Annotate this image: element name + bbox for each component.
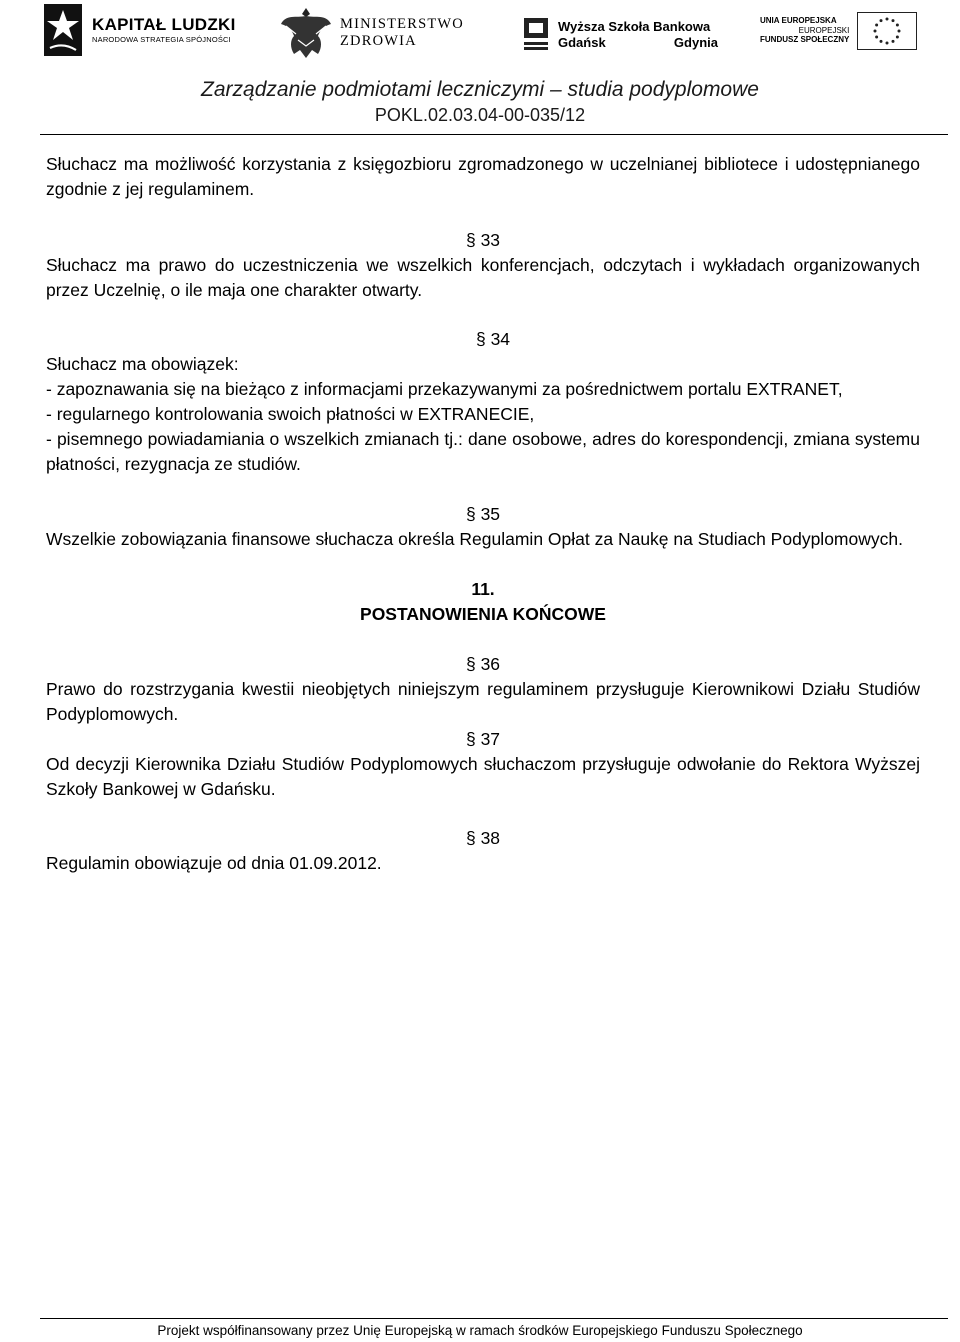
section-33-heading — [46, 228, 920, 253]
eu-star-icon — [875, 24, 878, 27]
eu-star-icon — [896, 24, 899, 27]
paragraph-33: Słuchacz ma prawo do uczestniczenia we wszelkich konferencjach, odczytach i wykładach organizowanych przez Uczelnię, o ile maja one charakter otwarty. — [46, 255, 920, 300]
header-logos — [0, 0, 960, 70]
footer-text: Projekt współfinansowany przez Unię Europejską w ramach środków Europejskiego Funduszu Społecznego — [157, 1323, 803, 1338]
kapital-ludzki-subtitle: NARODOWA STRATEGIA SPÓJNOŚCI — [92, 35, 231, 45]
section-number-35: 35 — [480, 504, 501, 524]
section-number-36: 36 — [480, 654, 501, 674]
section-35-heading — [46, 502, 920, 527]
wsb-city-gdynia: Gdynia — [673, 35, 718, 50]
paragraph-37: Od decyzji Kierownika Działu Studiów Podyplomowych słuchaczom przysługuje odwołanie do Rektora Wyższej Szkoły Bankowej w Gdańsku. — [46, 754, 920, 799]
document-header-title: Zarządzanie podmiotami leczniczymi – studia podyplomowe — [201, 78, 759, 101]
eu-flag-icon — [857, 12, 917, 50]
eu-star-icon — [892, 40, 895, 43]
ministerstwo-zdrowia-logo — [278, 4, 464, 62]
eu-star-icon — [875, 36, 878, 39]
section-38-heading — [46, 826, 920, 851]
eu-star-icon — [874, 30, 877, 33]
kapital-ludzki-logo — [44, 4, 236, 56]
paragraph-34-item-3: - pisemnego powiadamiania o wszelkich zmianach tj.: dane osobowe, adres do korespondencji, zmiana systemu płatności, rezygnacja ze studiów. — [46, 429, 920, 474]
wsb-emblem-icon — [522, 16, 550, 54]
eu-star-icon — [898, 30, 901, 33]
section-34-heading — [56, 327, 930, 352]
polish-eagle-icon — [278, 4, 334, 62]
wsb-title: Wyższa Szkoła Bankowa — [558, 19, 711, 35]
ministerstwo-title: MINISTERSTWO — [340, 15, 464, 32]
eu-star-icon — [886, 42, 889, 45]
section-sign-37: § — [465, 729, 476, 749]
section-number-34: 34 — [490, 329, 511, 349]
section-sign-34: § — [475, 329, 486, 349]
wsb-logo — [522, 16, 718, 54]
footer-divider — [40, 1318, 948, 1319]
paragraph-34-item-2: - regularnego kontrolowania swoich płatności w EXTRANECIE, — [46, 404, 535, 424]
eu-star-icon — [880, 40, 883, 43]
paragraph-library: Słuchacz ma możliwość korzystania z księgozbioru zgromadzonego w uczelnianej bibliotece i udostępnianego zgodnie z jej regulaminem. — [46, 154, 920, 199]
project-code: POKL.02.03.04-00-035/12 — [374, 105, 586, 125]
section-sign-36: § — [465, 654, 476, 674]
header-divider — [40, 134, 948, 135]
section-36-heading — [46, 652, 920, 677]
paragraph-38: Regulamin obowiązuje od dnia 01.09.2012. — [46, 853, 382, 873]
ue-efs-logo — [760, 12, 917, 50]
eu-star-icon — [886, 18, 889, 21]
section-11-number: 11. — [471, 579, 495, 599]
section-11-title: POSTANOWIENIA KOŃCOWE — [360, 604, 606, 624]
section-number-38: 38 — [480, 828, 501, 848]
eu-star-icon — [880, 19, 883, 22]
paragraph-34-intro: Słuchacz ma obowiązek: — [46, 354, 239, 374]
section-number-37: 37 — [480, 729, 501, 749]
wsb-city-gdansk: Gdańsk — [558, 35, 606, 50]
wsb-cities — [558, 36, 718, 50]
paragraph-36: Prawo do rozstrzygania kwestii nieobjętych niniejszym regulaminem przysługuje Kierownikowi Działu Studiów Podyplomowych. — [46, 679, 920, 724]
section-sign-38: § — [465, 828, 476, 848]
section-number-33: 33 — [480, 230, 501, 250]
kapital-ludzki-emblem-icon — [44, 4, 82, 56]
section-37-heading — [46, 727, 920, 752]
ue-subtitle-1: EUROPEJSKI — [798, 25, 850, 35]
section-sign-35: § — [465, 504, 476, 524]
ue-title: UNIA EUROPEJSKA — [760, 16, 837, 26]
paragraph-34-item-1: - zapoznawania się na bieżąco z informacjami przekazywanymi za pośrednictwem portalu EXTRANET, — [46, 379, 843, 399]
eu-star-icon — [892, 19, 895, 22]
zdrowia-title: ZDROWIA — [340, 33, 417, 49]
kapital-ludzki-title: KAPITAŁ LUDZKI — [92, 14, 236, 34]
ue-subtitle-2: FUNDUSZ SPOŁECZNY — [760, 35, 850, 45]
paragraph-35: Wszelkie zobowiązania finansowe słuchacza określa Regulamin Opłat za Naukę na Studiach Podyplomowych. — [46, 529, 903, 549]
section-sign-33: § — [465, 230, 476, 250]
eu-star-icon — [896, 36, 899, 39]
